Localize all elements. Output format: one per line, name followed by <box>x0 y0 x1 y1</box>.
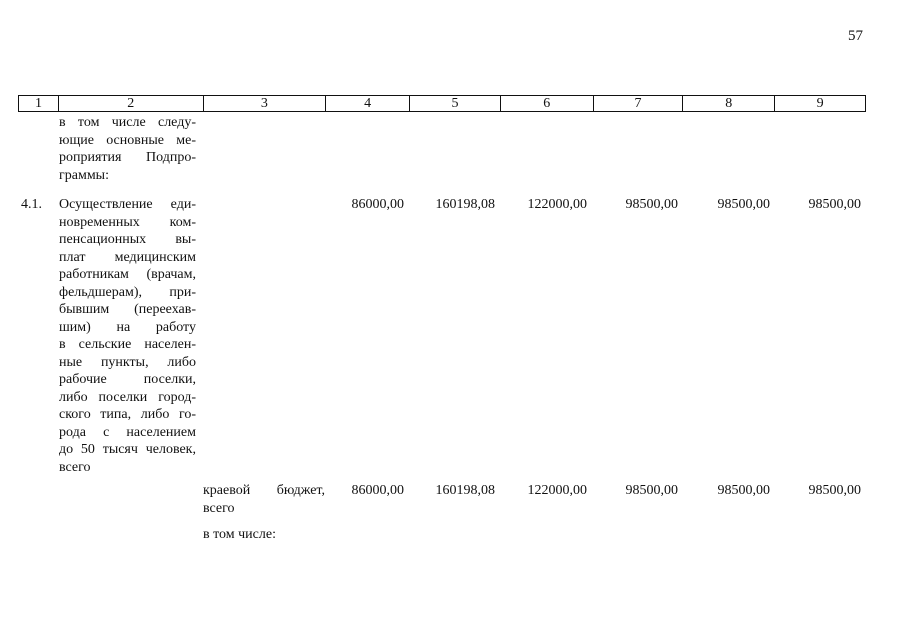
description-line: новременных ком- <box>59 214 196 230</box>
description-line: в сельские населен- <box>59 337 196 352</box>
item-value-col-7: 98500,00 <box>625 197 678 212</box>
item-value-col-9: 98500,00 <box>808 197 861 212</box>
budget-label <box>203 482 325 517</box>
column-header-7: 7 <box>593 96 683 111</box>
intro-line: граммы: <box>59 167 109 183</box>
budget-value-col-6: 122000,00 <box>527 483 587 498</box>
description-line: бывшим (переехав- <box>59 302 196 317</box>
description-line: фельдшерам), при- <box>59 284 196 300</box>
description-line: работникам (врачам, <box>59 267 196 282</box>
budget-label-line: краевой бюджет, <box>203 483 325 498</box>
item-number: 4.1. <box>21 197 42 212</box>
description-line: рода с населением <box>59 424 196 440</box>
budget-value-col-9: 98500,00 <box>808 483 861 498</box>
including-label: в том числе: <box>203 527 276 542</box>
budget-value-col-5: 160198,08 <box>435 483 495 498</box>
column-header-9: 9 <box>774 96 865 111</box>
column-header-6: 6 <box>500 96 593 111</box>
description-line: Осуществление еди- <box>59 197 196 212</box>
item-description <box>59 196 196 476</box>
column-header-8: 8 <box>682 96 774 111</box>
budget-value-col-4: 86000,00 <box>351 483 404 498</box>
description-line: либо поселки город- <box>59 389 196 405</box>
item-value-col-4: 86000,00 <box>351 197 404 212</box>
budget-value-col-7: 98500,00 <box>625 483 678 498</box>
description-line: пенсационных вы- <box>59 232 196 247</box>
budget-label-line: всего <box>203 500 235 516</box>
table-header-row <box>18 95 866 112</box>
description-line: до 50 тысяч человек, <box>59 442 196 457</box>
column-header-2: 2 <box>58 96 203 111</box>
description-line: ные пункты, либо <box>59 354 196 370</box>
item-value-col-8: 98500,00 <box>717 197 770 212</box>
column-header-1: 1 <box>34 96 42 111</box>
page-number: 57 <box>848 28 863 44</box>
intro-text <box>59 114 196 184</box>
description-line: рабочие поселки, <box>59 372 196 387</box>
item-value-col-5: 160198,08 <box>435 197 495 212</box>
description-line: шим) на работу <box>59 319 196 335</box>
intro-line: в том числе следу- <box>59 115 196 130</box>
column-header-5: 5 <box>409 96 500 111</box>
description-line: плат медицинским <box>59 249 196 265</box>
description-line: ского типа, либо го- <box>59 407 196 422</box>
intro-line: ющие основные ме- <box>59 132 196 148</box>
column-header-3: 3 <box>203 96 326 111</box>
budget-value-col-8: 98500,00 <box>717 483 770 498</box>
description-line: всего <box>59 459 91 475</box>
column-header-4: 4 <box>325 96 409 111</box>
item-value-col-6: 122000,00 <box>527 197 587 212</box>
intro-line: роприятия Подпро- <box>59 150 196 165</box>
